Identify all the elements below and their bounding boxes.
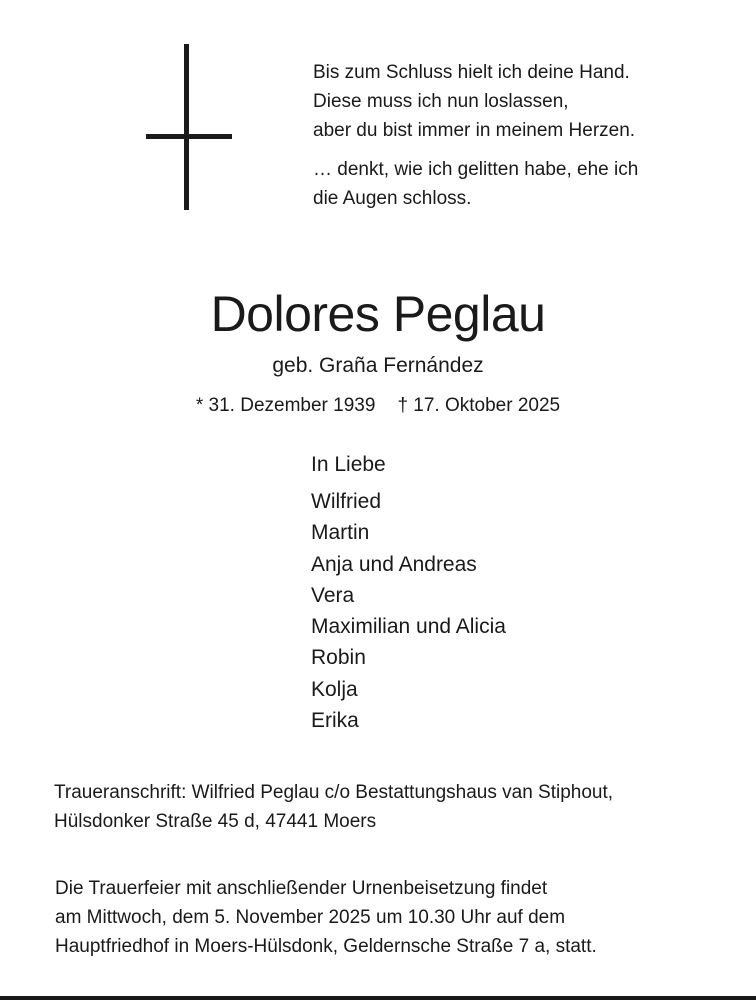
ceremony-line: Hauptfriedhof in Moers-Hülsdonk, Geldernsche Straße 7 a, statt.: [55, 936, 597, 957]
mourner-name: Kolja: [311, 677, 358, 701]
mourner-name: Anja und Andreas: [311, 552, 477, 576]
birth-date: * 31. Dezember 1939: [195, 395, 376, 416]
mourner-name: Martin: [311, 521, 370, 545]
maiden-name: geb. Graña Fernández: [272, 354, 484, 377]
address-line: Traueranschrift: Wilfried Peglau c/o Bestattungshaus van Stiphout,: [54, 782, 614, 803]
mourner-name: Maximilian und Alicia: [311, 615, 506, 639]
life-dates: [0, 392, 756, 420]
verse-line: … denkt, wie ich gelitten habe, ehe ich: [313, 159, 639, 180]
ceremony-line: Die Trauerfeier mit anschließender Urnenbeisetzung findet: [55, 878, 548, 899]
verse-line: Bis zum Schluss hielt ich deine Hand.: [313, 62, 630, 83]
memorial-verse: [313, 58, 638, 213]
mourning-address: [54, 778, 613, 836]
cross-icon: [146, 44, 232, 212]
deceased-name: Dolores Peglau: [210, 286, 546, 342]
death-date: † 17. Oktober 2025: [397, 395, 561, 416]
cross-horizontal-bar: [146, 134, 232, 139]
ceremony-line: am Mittwoch, dem 5. November 2025 um 10.30 Uhr auf dem: [55, 907, 566, 928]
verse-line: die Augen schloss.: [313, 188, 472, 209]
mourner-name: Erika: [311, 709, 359, 733]
mourner-name: Wilfried: [311, 490, 382, 513]
address-line: Hülsdonker Straße 45 d, 47441 Moers: [54, 811, 377, 832]
mourner-name: Vera: [311, 583, 355, 607]
verse-line: aber du bist immer in meinem Herzen.: [313, 120, 636, 141]
funeral-ceremony-info: [55, 874, 597, 961]
mourners-list: [311, 450, 506, 736]
verse-second-block: [313, 155, 638, 213]
verse-line: Diese muss ich nun loslassen,: [313, 91, 569, 112]
cross-vertical-bar: [184, 44, 189, 210]
mourner-name: Robin: [311, 646, 366, 670]
mourners-intro: In Liebe: [311, 453, 386, 476]
